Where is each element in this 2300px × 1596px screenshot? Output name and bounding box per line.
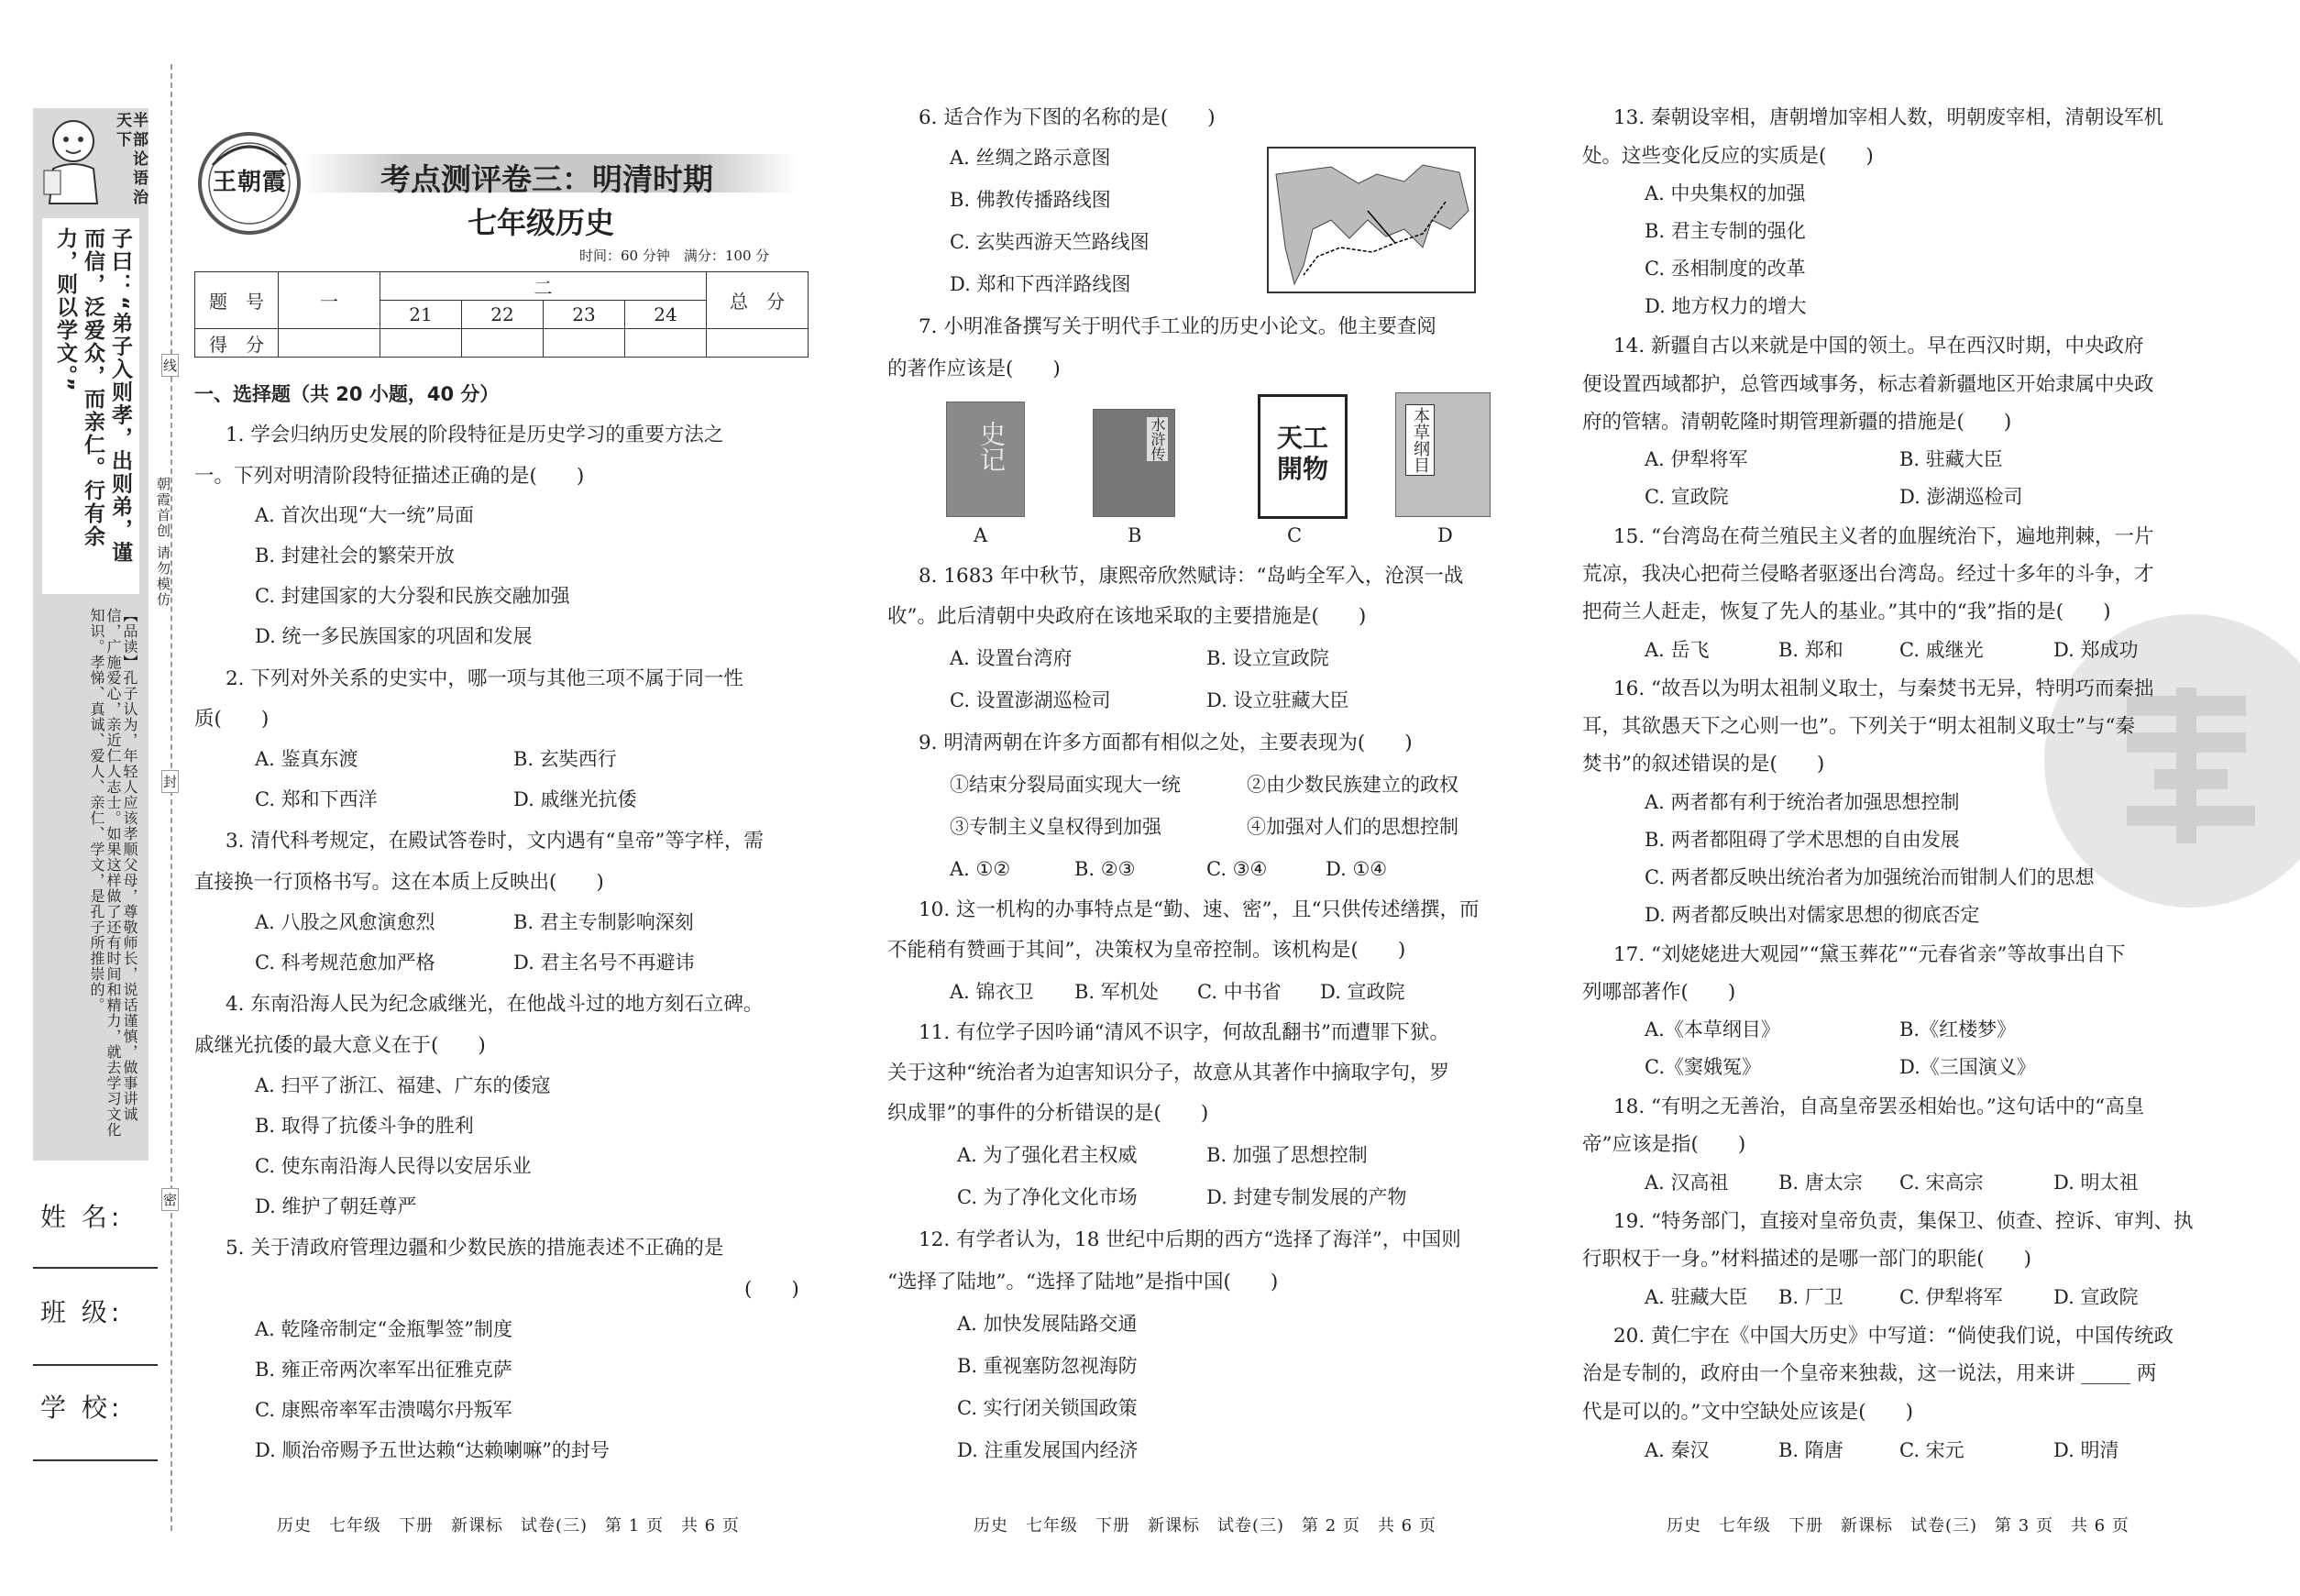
q8-option-a[interactable]: A. 设置台湾府 — [950, 647, 1073, 669]
q5-option-b[interactable]: B. 雍正帝两次率军出征雅克萨 — [255, 1359, 512, 1381]
q16-stem-cont-2: 焚书”的叙述错误的是( ) — [1582, 753, 1825, 776]
q15-stem: 15. “台湾岛在荷兰殖民主义者的血腥统治下，遍地荆棘，一片 — [1613, 525, 2154, 548]
q4-option-a[interactable]: A. 扫平了浙江、福建、广东的倭寇 — [255, 1074, 551, 1096]
quote-box — [42, 218, 139, 594]
q11-option-a[interactable]: A. 为了强化君主权威 — [957, 1144, 1138, 1166]
q13-stem-cont: 处。这些变化反应的实质是( ) — [1582, 145, 1874, 168]
q15-option-c[interactable]: C. 戚继光 — [1899, 639, 1984, 661]
sidebar-reading-note: 【品读】孔子认为，年轻人应该孝顺父母，尊敬师长，说话谨慎，做事讲诚信，广施爱心，亲近仁人志士。如果这样做了还有时间和精力，就去学习文化知识。孝悌、真诚、爱人、亲仁、学文，是孔子所推崇的。 — [88, 608, 138, 1138]
brand-logo-text: 王朝霞 — [213, 169, 288, 196]
q17-option-a[interactable]: A.《本草纲目》 — [1645, 1018, 1780, 1040]
q3-stem-cont: 直接换一行顶格书写。这在本质上反映出( ) — [194, 871, 604, 894]
q14-option-c[interactable]: C. 宣政院 — [1645, 486, 1729, 508]
col-q23: 23 — [544, 301, 625, 329]
q15-option-d[interactable]: D. 郑成功 — [2053, 639, 2139, 661]
q17-option-c[interactable]: C.《窦娥冤》 — [1645, 1056, 1761, 1078]
q16-option-a[interactable]: A. 两者都有利于统治者加强思想控制 — [1645, 791, 1960, 813]
q10-option-b[interactable]: B. 军机处 — [1074, 981, 1159, 1003]
q14-option-d[interactable]: D. 澎湖巡检司 — [1899, 486, 2023, 508]
q17-stem: 17. “刘姥姥进大观园”“黛玉葬花”“元春省亲”等故事出自下 — [1613, 943, 2126, 966]
q13-option-c[interactable]: C. 丞相制度的改革 — [1645, 258, 1806, 280]
q20-stem-cont-2: 代是可以的。”文中空缺处应该是( ) — [1582, 1401, 1914, 1424]
q12-stem-cont: “选择了陆地”。“选择了陆地”是指中国( ) — [887, 1271, 1279, 1293]
q6-option-c[interactable]: C. 玄奘西游天竺路线图 — [950, 231, 1150, 253]
q10-option-c[interactable]: C. 中书省 — [1197, 981, 1282, 1003]
q12-option-a[interactable]: A. 加快发展陆路交通 — [957, 1313, 1138, 1335]
q8-stem-cont: 收”。此后清朝中央政府在该地采取的主要措施是( ) — [887, 605, 1367, 628]
book-cover-d — [1395, 392, 1491, 517]
q10-stem-cont: 不能稍有赞画于其间”，决策权为皇帝控制。该机构是( ) — [887, 939, 1406, 962]
q19-option-b[interactable]: B. 厂卫 — [1778, 1286, 1843, 1308]
q7-label-d[interactable]: D — [1437, 524, 1453, 546]
q18-stem: 18. “有明之无善治，自高皇帝罢丞相始也。”这句话中的“高皇 — [1613, 1095, 2145, 1118]
col-part-one: 一 — [279, 272, 380, 329]
q7-label-a[interactable]: A — [974, 524, 988, 546]
q17-option-b[interactable]: B.《红楼梦》 — [1899, 1018, 2017, 1040]
q5-stem-cont: ( ) — [744, 1278, 799, 1301]
book-cover-b — [1093, 409, 1175, 517]
q1-option-a[interactable]: A. 首次出现“大一统”局面 — [255, 504, 474, 526]
class-label: 班 级: — [40, 1297, 124, 1327]
q1-stem: 1. 学会归纳历史发展的阶段特征是历史学习的重要方法之 — [226, 424, 724, 446]
q10-option-a[interactable]: A. 锦衣卫 — [950, 981, 1034, 1003]
book-d-title: 本草纲目 — [1405, 404, 1435, 476]
q16-stem-cont-1: 耳，其欲愚天下之心则一也”。下列关于“明太祖制义取士”与“秦 — [1582, 715, 2135, 738]
q1-option-b[interactable]: B. 封建社会的繁荣开放 — [255, 545, 455, 567]
q7-stem-cont: 的著作应该是( ) — [887, 358, 1061, 380]
score-cell-21[interactable] — [380, 329, 462, 358]
q8-option-b[interactable]: B. 设立宣政院 — [1206, 647, 1329, 669]
q9-item-3: ③专制主义皇权得到加强 — [950, 816, 1161, 838]
q3-option-a[interactable]: A. 八股之风愈演愈烈 — [255, 911, 435, 933]
class-input-line[interactable] — [33, 1364, 158, 1366]
col-part-two: 二 — [380, 272, 707, 301]
q8-option-c[interactable]: C. 设置澎湖巡检司 — [950, 689, 1111, 711]
q11-option-c[interactable]: C. 为了净化文化市场 — [957, 1186, 1138, 1208]
q17-stem-cont: 列哪部著作( ) — [1582, 981, 1736, 1004]
q20-option-d[interactable]: D. 明清 — [2053, 1439, 2119, 1461]
q12-option-c[interactable]: C. 实行闭关锁国政策 — [957, 1397, 1138, 1419]
q4-stem-cont: 戚继光抗倭的最大意义在于( ) — [194, 1034, 486, 1057]
q19-stem-cont: 行职权于一身。”材料描述的是哪一部门的职能( ) — [1582, 1248, 2032, 1271]
q15-option-a[interactable]: A. 岳飞 — [1645, 639, 1710, 661]
name-label: 姓 名: — [40, 1202, 124, 1232]
sidebar-book-title: 半部论语治天下 — [113, 112, 148, 208]
book-a-title: 史记 — [976, 421, 1007, 472]
q3-option-c[interactable]: C. 科考规范愈加严格 — [255, 952, 435, 974]
name-input-line[interactable] — [33, 1267, 158, 1269]
q14-stem: 14. 新疆自古以来就是中国的领土。早在西汉时期，中央政府 — [1613, 335, 2144, 358]
q18-option-b[interactable]: B. 唐太宗 — [1778, 1172, 1863, 1194]
exam-title: 考点测评卷三：明清时期 — [380, 161, 713, 197]
q3-option-b[interactable]: B. 君主专制影响深刻 — [513, 911, 694, 933]
q2-option-d[interactable]: D. 戚继光抗倭 — [513, 788, 637, 810]
q6-stem: 6. 适合作为下图的名称的是( ) — [919, 106, 1216, 129]
q15-stem-cont-2: 把荷兰人赶走，恢复了先人的基业。”其中的“我”指的是( ) — [1582, 600, 2111, 623]
q1-stem-cont: 一。下列对明清阶段特征描述正确的是( ) — [194, 465, 585, 488]
q12-stem: 12. 有学者认为，18 世纪中后期的西方“选择了海洋”，中国则 — [919, 1228, 1461, 1251]
q13-stem: 13. 秦朝设宰相，唐朝增加宰相人数，明朝废宰相，清朝设军机 — [1613, 106, 2164, 129]
q11-stem-cont-2: 织成罪”的事件的分析错误的是( ) — [887, 1102, 1209, 1125]
score-table — [194, 271, 809, 358]
copyright-note: 朝霞首创 请勿模仿 — [155, 477, 171, 608]
q19-option-c[interactable]: C. 伊犁将军 — [1899, 1286, 2003, 1308]
q8-option-d[interactable]: D. 设立驻藏大臣 — [1206, 689, 1349, 711]
score-cell-23[interactable] — [544, 329, 625, 358]
q20-option-c[interactable]: C. 宋元 — [1899, 1439, 1964, 1461]
score-cell-24[interactable] — [625, 329, 707, 358]
book-c-title: 天工開物 — [1276, 423, 1328, 484]
cut-mark-1: 线 — [161, 354, 179, 377]
q18-option-c[interactable]: C. 宋高宗 — [1899, 1172, 1984, 1194]
q18-option-a[interactable]: A. 汉高祖 — [1645, 1172, 1729, 1194]
cut-line — [171, 64, 172, 1531]
exam-subtitle: 七年级历史 — [468, 205, 615, 240]
q15-option-b[interactable]: B. 郑和 — [1778, 639, 1843, 661]
q20-stem: 20. 黄仁宇在《中国大历史》中写道：“倘使我们说，中国传统政 — [1613, 1325, 2174, 1348]
col-q24: 24 — [625, 301, 707, 329]
q1-option-d[interactable]: D. 统一多民族国家的巩固和发展 — [255, 625, 533, 647]
q14-stem-cont-2: 府的管辖。清朝乾隆时期管理新疆的措施是( ) — [1582, 411, 2012, 434]
q11-option-b[interactable]: B. 加强了思想控制 — [1206, 1144, 1368, 1166]
q15-stem-cont-1: 荒凉，我决心把荷兰侵略者驱逐出台湾岛。经过十多年的斗争，才 — [1582, 563, 2154, 586]
q6-option-a[interactable]: A. 丝绸之路示意图 — [950, 147, 1111, 169]
q5-option-a[interactable]: A. 乾隆帝制定“金瓶掣签”制度 — [255, 1318, 512, 1340]
q1-option-c[interactable]: C. 封建国家的大分裂和民族交融加强 — [255, 585, 570, 607]
q11-option-d[interactable]: D. 封建专制发展的产物 — [1206, 1186, 1407, 1208]
q20-stem-cont-1: 治是专制的，政府由一个皇帝来独裁，这一说法，用来讲 _____ 两 — [1582, 1362, 2157, 1385]
q14-option-b[interactable]: B. 驻藏大臣 — [1899, 448, 2003, 470]
page-footer-2: 历史 七年级 下册 新课标 试卷(三) 第 2 页 共 6 页 — [974, 1516, 1436, 1535]
q4-stem: 4. 东南沿海人民为纪念戚继光，在他战斗过的地方刻石立碑。 — [226, 993, 764, 1016]
q16-option-d[interactable]: D. 两者都反映出对儒家思想的彻底否定 — [1645, 904, 1980, 926]
score-cell-22[interactable] — [462, 329, 544, 358]
q14-stem-cont-1: 便设置西域都护，总管西域事务，标志着新疆地区开始隶属中央政 — [1582, 373, 2154, 396]
cartoon-figure-illustration — [37, 114, 108, 205]
q6-option-d[interactable]: D. 郑和下西洋路线图 — [950, 273, 1131, 295]
page-footer-1: 历史 七年级 下册 新课标 试卷(三) 第 1 页 共 6 页 — [277, 1516, 740, 1535]
q9-item-4: ④加强对人们的思想控制 — [1247, 816, 1458, 838]
q14-option-a[interactable]: A. 伊犁将军 — [1645, 448, 1748, 470]
q7-label-b[interactable]: B — [1128, 524, 1142, 546]
col-total: 总 分 — [707, 272, 809, 329]
school-label: 学 校: — [40, 1392, 124, 1423]
q2-option-b[interactable]: B. 玄奘西行 — [513, 748, 617, 770]
q2-option-a[interactable]: A. 鉴真东渡 — [255, 748, 358, 770]
sidebar-quote: 子曰：“弟子入则孝，出则弟，谨而信，泛爱众，而亲仁。行有余力，则以学文。” — [53, 227, 132, 565]
q5-option-d[interactable]: D. 顺治帝赐予五世达赖“达赖喇嘛”的封号 — [255, 1439, 610, 1461]
q10-stem: 10. 这一机构的办事特点是“勤、速、密”，且“只供传述缮撰，而 — [919, 898, 1480, 921]
col-q22: 22 — [462, 301, 544, 329]
q20-option-a[interactable]: A. 秦汉 — [1645, 1439, 1710, 1461]
cut-mark-2: 封 — [161, 770, 179, 793]
score-cell-1[interactable] — [279, 329, 380, 358]
q19-option-d[interactable]: D. 宣政院 — [2053, 1286, 2139, 1308]
cut-mark-3: 密 — [161, 1188, 179, 1211]
col-q21: 21 — [380, 301, 462, 329]
q4-option-d[interactable]: D. 维护了朝廷尊严 — [255, 1195, 417, 1217]
q7-stem: 7. 小明准备撰写关于明代手工业的历史小论文。他主要查阅 — [919, 315, 1436, 338]
row-label-question-no: 题 号 — [195, 272, 279, 329]
q3-stem: 3. 清代科考规定，在殿试答卷时，文内遇有“皇帝”等字样，需 — [226, 830, 764, 853]
q18-stem-cont: 帝”应该是指( ) — [1582, 1133, 1746, 1156]
q9-option-c[interactable]: C. ③④ — [1206, 858, 1268, 880]
school-input-line[interactable] — [33, 1459, 158, 1461]
page-footer-3: 历史 七年级 下册 新课标 试卷(三) 第 3 页 共 6 页 — [1667, 1516, 2129, 1535]
q11-stem: 11. 有位学子因吟诵“清风不识字，何故乱翻书”而遭罪下狱。 — [919, 1021, 1450, 1044]
q18-option-d[interactable]: D. 明太祖 — [2053, 1172, 2139, 1194]
book-cover-c — [1258, 394, 1348, 519]
voyage-route-map — [1267, 147, 1476, 293]
q10-option-d[interactable]: D. 宣政院 — [1320, 981, 1405, 1003]
q17-option-d[interactable]: D.《三国演义》 — [1899, 1056, 2036, 1078]
q8-stem: 8. 1683 年中秋节，康熙帝欣然赋诗：“岛屿全军入，沧溟一战 — [919, 565, 1464, 588]
q16-option-c[interactable]: C. 两者都反映出统治者为加强统治而钳制人们的思想 — [1645, 866, 2095, 888]
q5-stem: 5. 关于清政府管理边疆和少数民族的措施表述不正确的是 — [226, 1237, 724, 1260]
section-title: 一、选择题（共 20 小题，40 分） — [194, 383, 500, 405]
q13-option-a[interactable]: A. 中央集权的加强 — [1645, 182, 1806, 204]
time-info: 时间：60 分钟 满分：100 分 — [579, 248, 770, 264]
q19-stem: 19. “特务部门，直接对皇帝负责，集保卫、侦查、控诉、审判、执 — [1613, 1210, 2194, 1233]
q2-stem: 2. 下列对外关系的史实中，哪一项与其他三项不属于同一性 — [226, 667, 743, 690]
q9-option-b[interactable]: B. ②③ — [1074, 858, 1136, 880]
q4-option-c[interactable]: C. 使东南沿海人民得以安居乐业 — [255, 1155, 532, 1177]
q6-option-b[interactable]: B. 佛教传播路线图 — [950, 189, 1111, 211]
row-label-score: 得 分 — [195, 329, 279, 358]
sidebar-panel — [33, 108, 149, 1161]
book-cover-a — [946, 402, 1025, 517]
q9-item-2: ②由少数民族建立的政权 — [1247, 774, 1458, 796]
q9-option-a[interactable]: A. ①② — [950, 858, 1011, 880]
q19-option-a[interactable]: A. 驻藏大臣 — [1645, 1286, 1748, 1308]
q7-label-c[interactable]: C — [1287, 524, 1303, 546]
q2-option-c[interactable]: C. 郑和下西洋 — [255, 788, 378, 810]
q9-option-d[interactable]: D. ①④ — [1326, 858, 1388, 880]
q13-option-b[interactable]: B. 君主专制的强化 — [1645, 220, 1806, 242]
q12-option-d[interactable]: D. 注重发展国内经济 — [957, 1439, 1139, 1461]
q9-item-1: ①结束分裂局面实现大一统 — [950, 774, 1181, 796]
q9-stem: 9. 明清两朝在许多方面都有相似之处，主要表现为( ) — [919, 732, 1413, 754]
score-cell-total[interactable] — [707, 329, 809, 358]
q16-option-b[interactable]: B. 两者都阻碍了学术思想的自由发展 — [1645, 829, 1960, 851]
q20-option-b[interactable]: B. 隋唐 — [1778, 1439, 1843, 1461]
q4-option-b[interactable]: B. 取得了抗倭斗争的胜利 — [255, 1115, 474, 1137]
q5-option-c[interactable]: C. 康熙帝率军击溃噶尔丹叛军 — [255, 1399, 512, 1421]
q2-stem-cont: 质( ) — [194, 708, 270, 731]
q11-stem-cont-1: 关于这种“统治者为迫害知识分子，故意从其著作中摘取字句，罗 — [887, 1062, 1449, 1084]
q3-option-d[interactable]: D. 君主名号不再避讳 — [513, 952, 695, 974]
q13-option-d[interactable]: D. 地方权力的增大 — [1645, 295, 1807, 317]
q12-option-b[interactable]: B. 重视塞防忽视海防 — [957, 1355, 1138, 1377]
book-b-title: 水浒传 — [1149, 417, 1166, 461]
q16-stem: 16. “故吾以为明太祖制义取士，与秦焚书无异，特明巧而秦拙 — [1613, 677, 2154, 700]
